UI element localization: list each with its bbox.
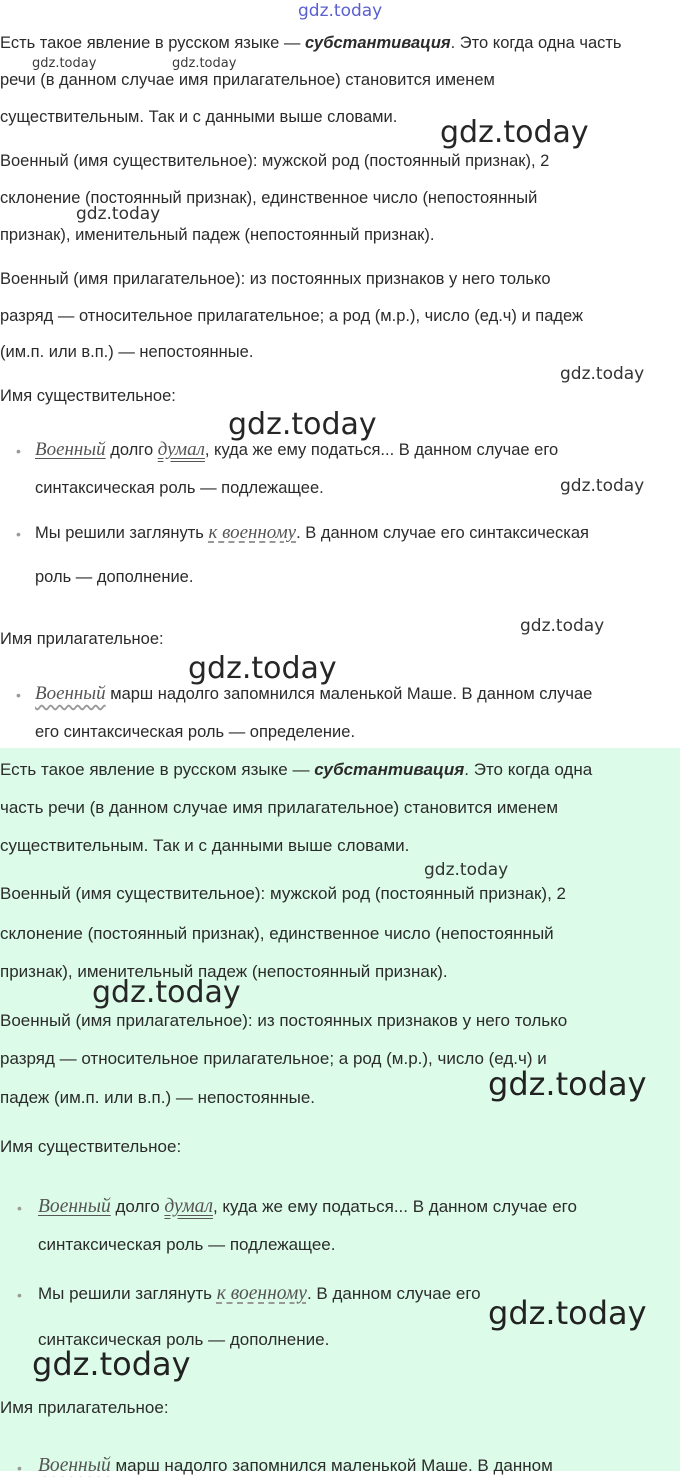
- adj-features-line-2: разряд — относительное прилагательное; а род (м.р.), число (ед.ч) и падеж: [0, 307, 584, 325]
- term-substantivation: субстантивация: [314, 760, 465, 779]
- intro-line-2: часть речи (в данном случае имя прилагательное) становится именем: [0, 798, 559, 817]
- example-3-line-2: его синтаксическая роль — определение.: [35, 723, 356, 741]
- example-1: Военный долго думал, куда же ему податься... В данном случае его: [38, 1196, 577, 1217]
- example-3: Военный марш надолго запомнился маленькой Маше. В данном случае: [35, 683, 593, 704]
- term-substantivation: субстантивация: [304, 34, 451, 52]
- watermark: gdz.today: [298, 1, 383, 21]
- watermark: gdz.today: [76, 204, 161, 224]
- bullet-icon: •: [16, 443, 21, 459]
- noun-features-line-3: признак), именительный падеж (непостоянный признак).: [0, 226, 435, 244]
- example-2-line-2: синтаксическая роль — дополнение.: [38, 1330, 330, 1349]
- attribute-word: Военный: [35, 683, 106, 704]
- noun-features-line-1: Военный (имя существительное): мужской род (постоянный признак), 2: [0, 152, 550, 170]
- noun-features-line-3: признак), именительный падеж (непостоянный признак).: [0, 962, 448, 981]
- adj-features-line-1: Военный (имя прилагательное): из постоянных признаков у него только: [0, 1011, 568, 1030]
- noun-features-line-2: склонение (постоянный признак), единственное число (непостоянный: [0, 924, 554, 943]
- object-word: к военному: [216, 1283, 307, 1304]
- subject-word: Военный: [35, 439, 106, 460]
- adj-heading: Имя прилагательное:: [0, 630, 164, 648]
- watermark: gdz.today: [488, 1065, 647, 1103]
- intro-line-3: существительным. Так и с данными выше словами.: [0, 108, 398, 126]
- watermark: gdz.today: [188, 651, 337, 686]
- bullet-icon: •: [17, 1460, 22, 1476]
- example-1-line-2: синтаксическая роль — подлежащее.: [38, 1235, 336, 1254]
- intro-line-3: существительным. Так и с данными выше словами.: [0, 836, 410, 855]
- watermark: gdz.today: [92, 975, 241, 1010]
- adj-features-line-3: падеж (им.п. или в.п.) — непостоянные.: [0, 1088, 316, 1107]
- noun-features-line-1: Военный (имя существительное): мужской род (постоянный признак), 2: [0, 884, 566, 903]
- watermark: gdz.today: [520, 616, 605, 636]
- watermark: gdz.today: [172, 56, 237, 71]
- predicate-word: думал: [164, 1196, 213, 1217]
- bullet-icon: •: [16, 687, 21, 703]
- intro-line-2: речи (в данном случае имя прилагательное) становится именем: [0, 71, 495, 89]
- intro-paragraph: Есть такое явление в русском языке — субстантивация. Это когда одна: [0, 760, 593, 779]
- watermark: gdz.today: [32, 56, 97, 71]
- watermark: gdz.today: [560, 364, 645, 384]
- intro-paragraph: Есть такое явление в русском языке — субстантивация. Это когда одна часть: [0, 34, 622, 52]
- predicate-word: думал: [157, 439, 205, 460]
- bullet-icon: •: [17, 1200, 22, 1216]
- adj-heading: Имя прилагательное:: [0, 1398, 169, 1417]
- example-2: Мы решили заглянуть к военному. В данном случае его синтаксическая: [35, 522, 589, 543]
- adj-features-line-2: разряд — относительное прилагательное; а род (м.р.), число (ед.ч) и: [0, 1049, 547, 1068]
- attribute-word: Военный: [38, 1455, 111, 1476]
- bullet-icon: •: [16, 526, 21, 542]
- noun-features-line-2: склонение (постоянный признак), единственное число (непостоянный: [0, 189, 538, 207]
- watermark: gdz.today: [228, 407, 377, 442]
- example-2-line-2: роль — дополнение.: [35, 568, 194, 586]
- object-word: к военному: [208, 522, 297, 543]
- noun-heading: Имя существительное:: [0, 387, 176, 405]
- watermark: gdz.today: [424, 860, 509, 880]
- example-3: Военный марш надолго запомнился маленькой Маше. В данном: [38, 1455, 553, 1476]
- adj-features-line-3: (им.п. или в.п.) — непостоянные.: [0, 343, 254, 361]
- bullet-icon: •: [17, 1287, 22, 1303]
- subject-word: Военный: [38, 1196, 111, 1217]
- watermark: gdz.today: [32, 1345, 191, 1383]
- watermark: gdz.today: [440, 115, 589, 150]
- example-1-line-2: синтаксическая роль — подлежащее.: [35, 479, 324, 497]
- watermark: gdz.today: [488, 1294, 647, 1332]
- example-1: Военный долго думал, куда же ему податься... В данном случае его: [35, 439, 559, 460]
- watermark: gdz.today: [560, 476, 645, 496]
- adj-features-line-1: Военный (имя прилагательное): из постоянных признаков у него только: [0, 270, 551, 288]
- noun-heading: Имя существительное:: [0, 1137, 182, 1156]
- example-2: Мы решили заглянуть к военному. В данном случае его: [38, 1283, 481, 1304]
